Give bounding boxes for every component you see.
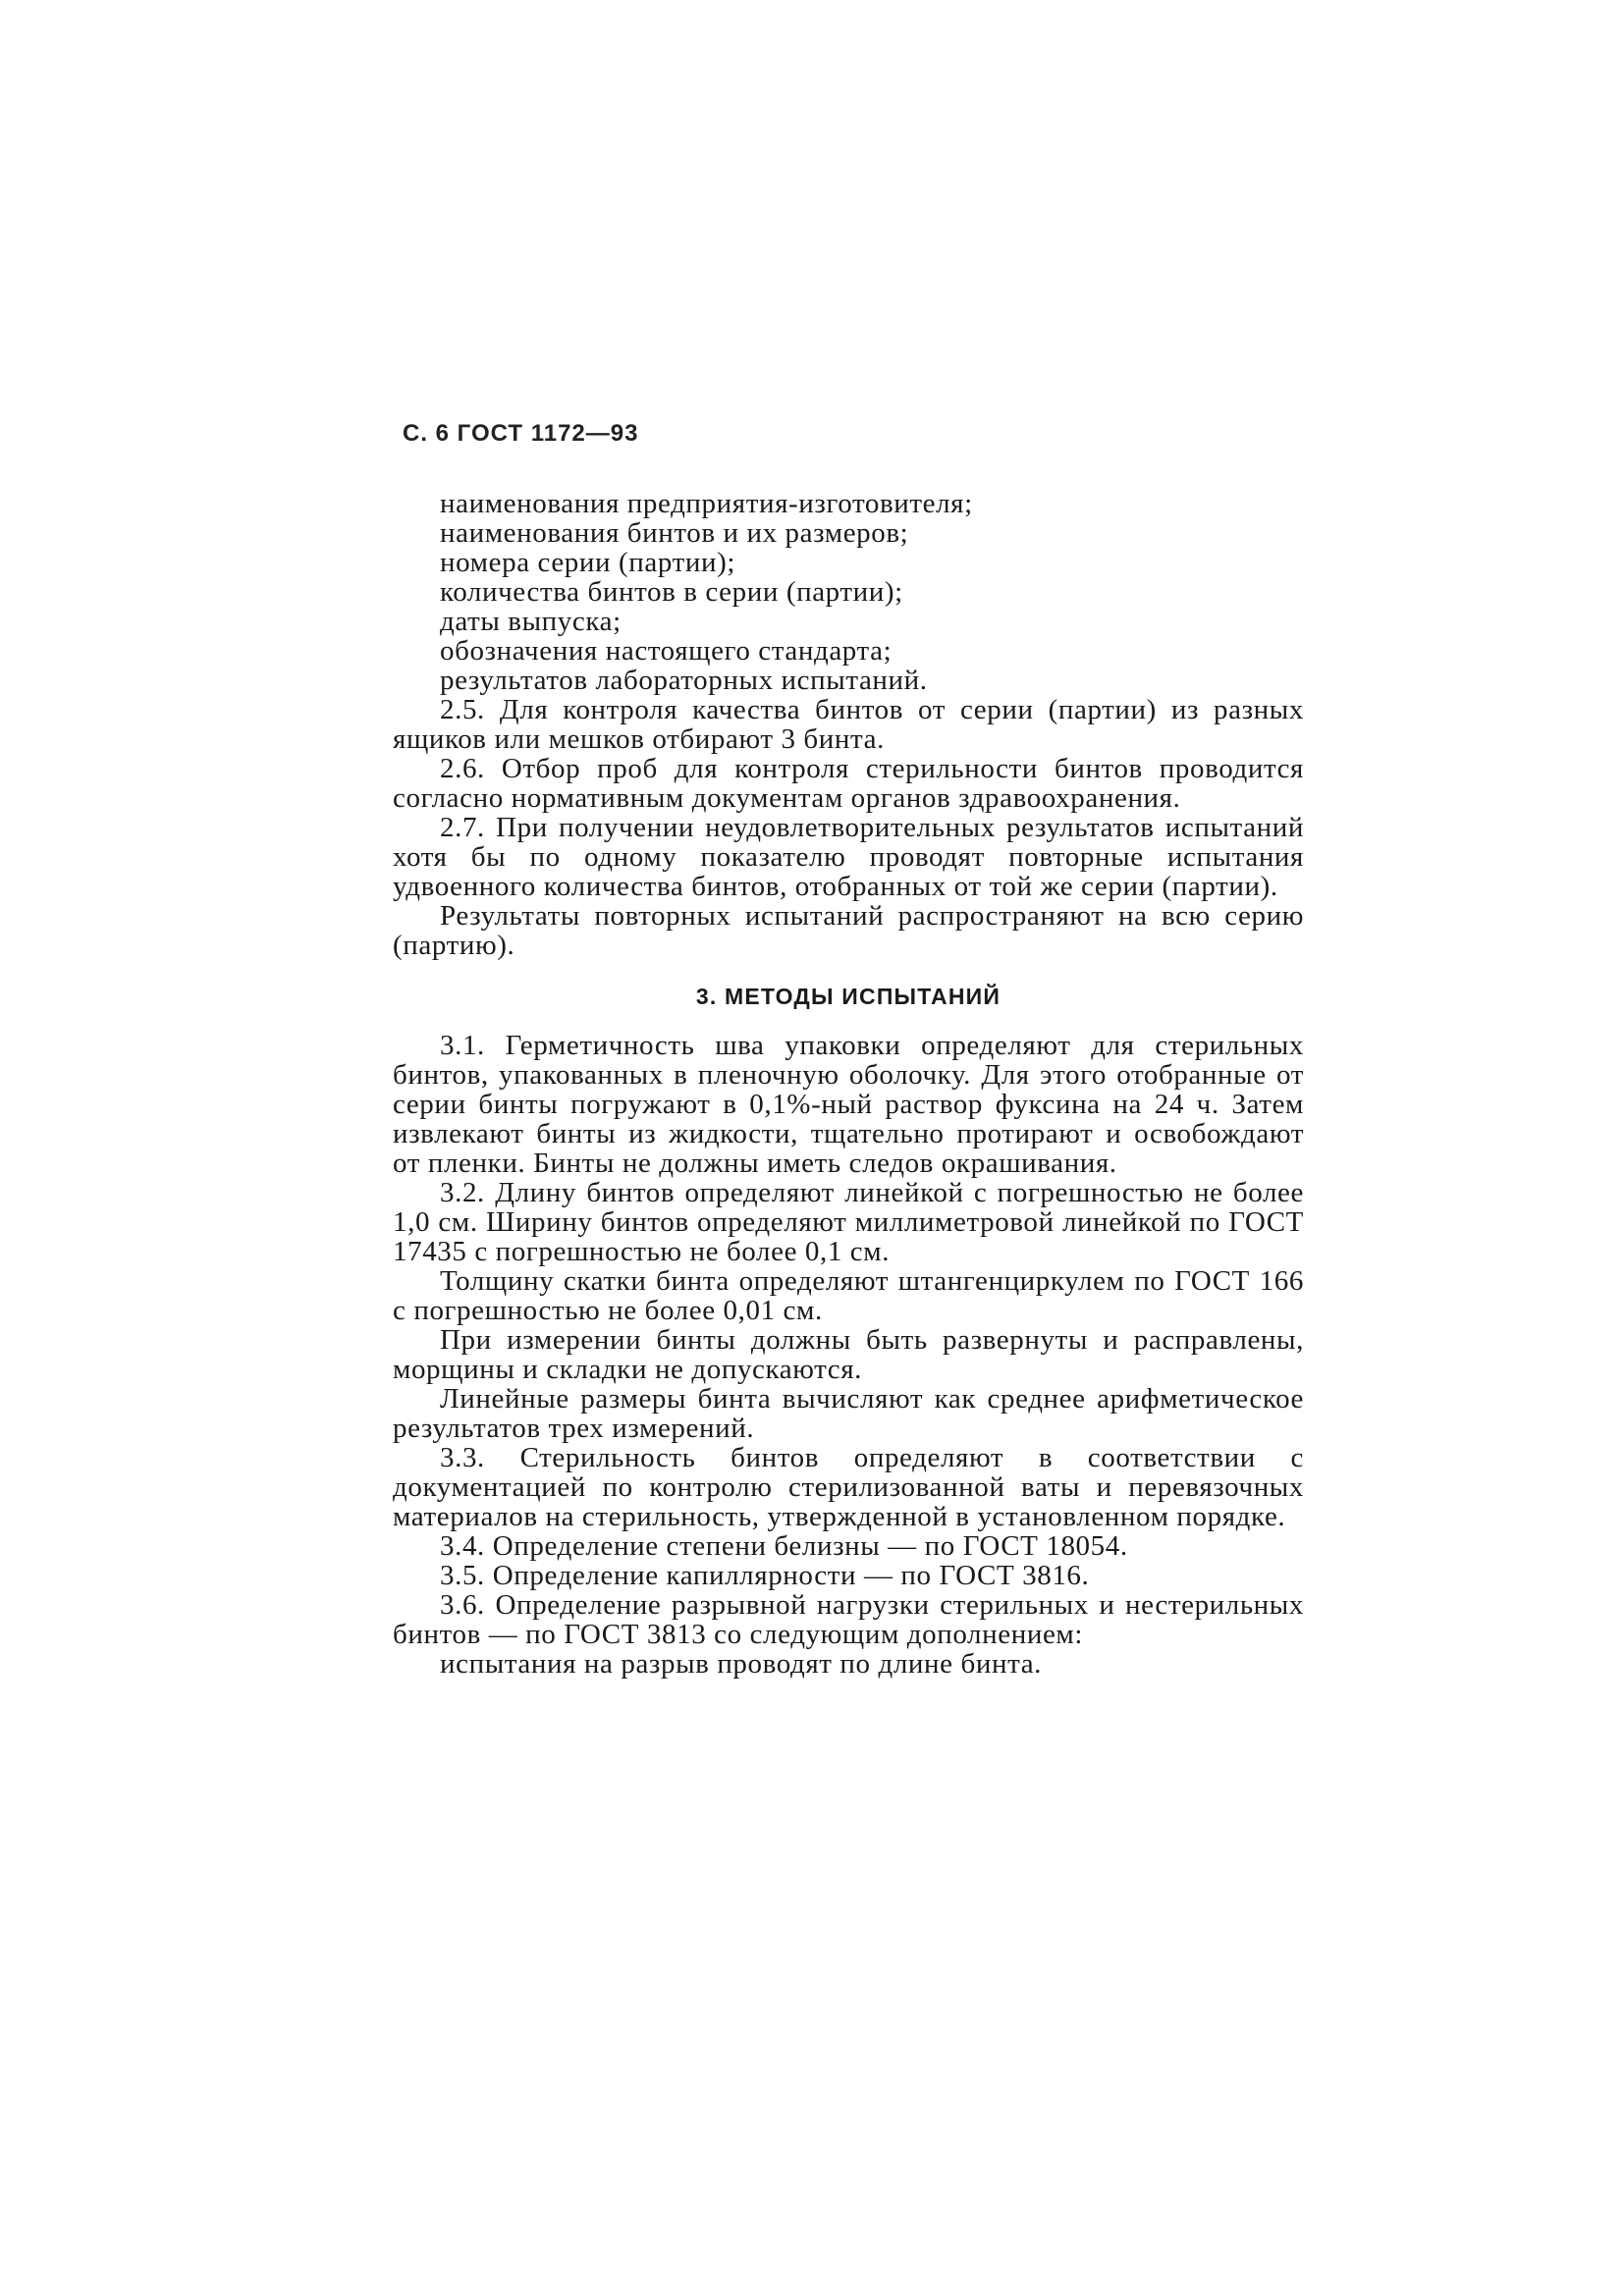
page-header: С. 6 ГОСТ 1172—93 xyxy=(403,420,639,447)
paragraph-3-3: 3.3. Стерильность бинтов определяют в соответствии с документацией по контролю стерилизованной ваты и перевязочных материалов на стерильность, утвержденной в установленном порядке. xyxy=(393,1442,1304,1532)
paragraph-3-5: 3.5. Определение капиллярности — по ГОСТ 3816. xyxy=(440,1560,1090,1591)
document-body xyxy=(393,489,1304,1679)
paragraph-3-2-thickness: Толщину скатки бинта определяют штангенциркулем по ГОСТ 166 с погрешностью не более 0,01 см. xyxy=(393,1265,1304,1326)
paragraph-2-7-results: Результаты повторных испытаний распространяют на всю серию (партию). xyxy=(393,900,1304,961)
list-item: номера серии (партии); xyxy=(440,547,735,578)
paragraph-3-6-addition: испытания на разрыв проводят по длине бинта. xyxy=(440,1648,1043,1680)
paragraph-3-1: 3.1. Герметичность шва упаковки определяют для стерильных бинтов, упакованных в пленочную оболочку. Для этого отобранные от серии бинты погружают в 0,1%-ный раствор фуксина на 24 ч. Затем извлекают бинты из жидкости, тщательно протирают и освобождают от пленки. Бинты не должны иметь следов окрашивания. xyxy=(393,1030,1304,1179)
list-item: даты выпуска; xyxy=(440,606,622,637)
list-item: количества бинтов в серии (партии); xyxy=(440,576,903,608)
paragraph-2-6: 2.6. Отбор проб для контроля стерильности бинтов проводится согласно нормативным документам органов здравоохранения. xyxy=(393,753,1304,814)
paragraph-2-7: 2.7. При получении неудовлетворительных результатов испытаний хотя бы по одному показателю проводят повторные испытания удвоенного количества бинтов, отобранных от той же серии (партии). xyxy=(393,812,1304,902)
paragraph-3-2-measurement: При измерении бинты должны быть развернуты и расправлены, морщины и складки не допускаются. xyxy=(393,1324,1304,1385)
section-heading: 3. МЕТОДЫ ИСПЫТАНИЙ xyxy=(695,984,1001,1009)
list-item: наименования предприятия-изготовителя; xyxy=(440,488,973,519)
list-item: наименования бинтов и их размеров; xyxy=(440,517,909,549)
paragraph-3-6: 3.6. Определение разрывной нагрузки стерильных и нестерильных бинтов — по ГОСТ 3813 со следующим дополнением: xyxy=(393,1589,1304,1650)
paragraph-3-4: 3.4. Определение степени белизны — по ГОСТ 18054. xyxy=(440,1530,1128,1562)
paragraph-3-2: 3.2. Длину бинтов определяют линейкой с погрешностью не более 1,0 см. Ширину бинтов определяют миллиметровой линейкой по ГОСТ 17435 с погрешностью не более 0,1 см. xyxy=(393,1177,1304,1267)
list-item: результатов лабораторных испытаний. xyxy=(440,665,928,696)
list-item: обозначения настоящего стандарта; xyxy=(440,635,893,667)
paragraph-3-2-linear: Линейные размеры бинта вычисляют как среднее арифметическое результатов трех измерений. xyxy=(393,1383,1304,1444)
paragraph-2-5: 2.5. Для контроля качества бинтов от серии (партии) из разных ящиков или мешков отбирают 3 бинта. xyxy=(393,694,1304,755)
